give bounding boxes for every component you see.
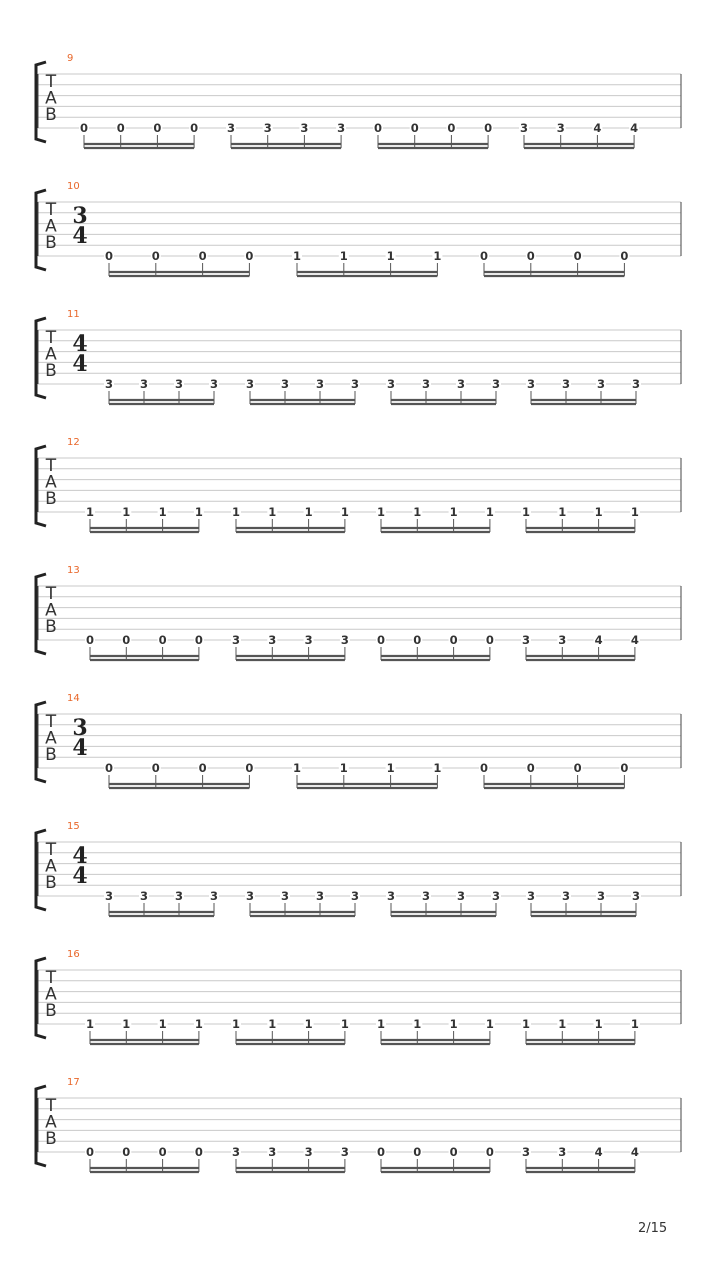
time-signature-top: 3 [72, 715, 88, 741]
fret-number: 0 [198, 761, 207, 775]
time-signature-top: 3 [72, 203, 88, 229]
tab-clef-letter: T [45, 200, 57, 220]
fret-number: 3 [315, 889, 325, 903]
fret-number: 0 [104, 761, 114, 775]
fret-number: 1 [231, 505, 241, 519]
tab-clef-letter: A [45, 216, 57, 237]
fret-number: 0 [190, 121, 199, 135]
measure-number: 12 [67, 437, 80, 448]
measure-number: 16 [67, 949, 80, 960]
fret-number: 1 [413, 505, 422, 519]
fret-number: 1 [304, 1017, 313, 1031]
tab-clef-letter: T [45, 968, 57, 988]
tab-system [36, 949, 681, 1044]
fret-number: 0 [122, 633, 131, 647]
fret-number: 3 [104, 377, 114, 391]
fret-number: 3 [280, 377, 290, 391]
fret-number: 4 [630, 121, 639, 135]
fret-number: 0 [194, 633, 203, 647]
fret-number: 3 [268, 1145, 277, 1159]
fret-number: 3 [337, 121, 346, 135]
fret-number: 0 [485, 1145, 494, 1159]
fret-number: 3 [263, 121, 272, 135]
fret-number: 0 [151, 761, 160, 775]
fret-number: 1 [340, 505, 349, 519]
fret-number: 4 [593, 121, 602, 135]
fret-number: 0 [526, 249, 535, 263]
fret-number: 3 [340, 633, 349, 647]
fret-number: 1 [85, 1017, 95, 1031]
fret-number: 0 [479, 761, 489, 775]
tab-clef-letter: A [45, 728, 57, 749]
tab-clef-letter: T [45, 1096, 57, 1116]
fret-number: 0 [526, 761, 535, 775]
fret-number: 1 [594, 1017, 603, 1031]
tab-clef-letter: T [45, 712, 57, 732]
fret-number: 0 [194, 1145, 203, 1159]
tab-clef-letter: B [45, 233, 57, 253]
fret-number: 0 [376, 633, 386, 647]
fret-number: 3 [350, 377, 360, 391]
measure-number: 14 [67, 693, 80, 704]
fret-number: 3 [421, 889, 431, 903]
fret-number: 0 [116, 121, 125, 135]
measure-number: 10 [67, 181, 80, 192]
fret-number: 3 [280, 889, 290, 903]
fret-number: 1 [433, 761, 442, 775]
fret-number: 3 [596, 377, 606, 391]
fret-number: 3 [245, 377, 255, 391]
fret-number: 1 [521, 505, 531, 519]
fret-number: 0 [104, 249, 114, 263]
tab-clef-letter: A [45, 600, 57, 621]
fret-number: 3 [315, 377, 325, 391]
fret-number: 1 [339, 249, 348, 263]
fret-number: 1 [268, 1017, 277, 1031]
fret-number: 3 [104, 889, 114, 903]
fret-number: 0 [447, 121, 456, 135]
fret-number: 3 [245, 889, 255, 903]
tab-clef-letter: B [45, 617, 57, 637]
fret-number: 1 [158, 505, 167, 519]
tab-clef-letter: T [45, 584, 57, 604]
fret-number: 0 [410, 121, 419, 135]
fret-number: 1 [449, 505, 458, 519]
fret-number: 3 [491, 377, 501, 391]
fret-number: 0 [245, 761, 254, 775]
tab-clef-letter: A [45, 984, 57, 1005]
tab-clef-letter: T [45, 72, 57, 92]
fret-number: 3 [268, 633, 277, 647]
fret-number: 0 [413, 1145, 422, 1159]
fret-number: 0 [376, 1145, 386, 1159]
tab-clef-letter: A [45, 88, 57, 109]
tab-clef-letter: B [45, 1129, 57, 1149]
fret-number: 0 [485, 633, 494, 647]
fret-number: 0 [573, 761, 582, 775]
tab-clef-letter: B [45, 489, 57, 509]
fret-number: 3 [421, 377, 431, 391]
fret-number: 3 [174, 889, 184, 903]
page-number: 2/15 [638, 1221, 668, 1236]
fret-number: 3 [304, 633, 313, 647]
fret-number: 1 [386, 249, 395, 263]
tab-clef-letter: A [45, 472, 57, 493]
tab-clef-letter: B [45, 361, 57, 381]
fret-number: 3 [350, 889, 360, 903]
fret-number: 3 [304, 1145, 313, 1159]
fret-number: 1 [194, 1017, 203, 1031]
tab-system [36, 309, 681, 404]
fret-number: 0 [413, 633, 422, 647]
fret-number: 1 [304, 505, 313, 519]
fret-number: 1 [521, 1017, 531, 1031]
fret-number: 0 [373, 121, 383, 135]
fret-number: 1 [413, 1017, 422, 1031]
tab-system [36, 53, 681, 148]
fret-number: 3 [456, 889, 466, 903]
fret-number: 1 [558, 1017, 567, 1031]
fret-number: 3 [456, 377, 466, 391]
fret-number: 3 [596, 889, 606, 903]
fret-number: 0 [573, 249, 582, 263]
time-signature-bottom: 4 [72, 223, 88, 249]
fret-number: 1 [292, 761, 302, 775]
fret-number: 3 [631, 377, 641, 391]
fret-number: 1 [630, 1017, 639, 1031]
fret-number: 3 [174, 377, 184, 391]
tab-system [36, 693, 681, 788]
fret-number: 3 [209, 889, 219, 903]
fret-number: 0 [245, 249, 254, 263]
fret-number: 1 [122, 1017, 131, 1031]
fret-number: 0 [158, 633, 167, 647]
fret-number: 1 [85, 505, 95, 519]
tab-system [36, 1077, 681, 1172]
tab-system [36, 821, 681, 916]
fret-number: 1 [194, 505, 203, 519]
fret-number: 0 [158, 1145, 167, 1159]
fret-number: 1 [485, 505, 494, 519]
measure-number: 15 [67, 821, 80, 832]
tab-clef-letter: A [45, 856, 57, 877]
fret-number: 3 [386, 889, 396, 903]
fret-number: 1 [433, 249, 442, 263]
measure-number: 13 [67, 565, 80, 576]
fret-number: 1 [449, 1017, 458, 1031]
tab-clef-letter: B [45, 1001, 57, 1021]
fret-number: 1 [231, 1017, 241, 1031]
fret-number: 3 [209, 377, 219, 391]
fret-number: 1 [122, 505, 131, 519]
tab-clef-letter: T [45, 840, 57, 860]
fret-number: 3 [139, 889, 149, 903]
fret-number: 0 [151, 249, 160, 263]
tab-system [36, 181, 681, 276]
fret-number: 0 [85, 1145, 95, 1159]
tab-clef-letter: A [45, 344, 57, 365]
fret-number: 0 [449, 633, 458, 647]
time-signature-bottom: 4 [72, 863, 88, 889]
fret-number: 3 [526, 377, 536, 391]
fret-number: 0 [620, 249, 629, 263]
fret-number: 3 [631, 889, 641, 903]
tab-clef-letter: B [45, 873, 57, 893]
tab-clef-letter: A [45, 1112, 57, 1133]
time-signature-bottom: 4 [72, 735, 88, 761]
fret-number: 1 [376, 1017, 386, 1031]
fret-number: 1 [485, 1017, 494, 1031]
fret-number: 3 [386, 377, 396, 391]
fret-number: 3 [139, 377, 149, 391]
fret-number: 0 [122, 1145, 131, 1159]
fret-number: 4 [594, 1145, 603, 1159]
fret-number: 3 [526, 889, 536, 903]
fret-number: 3 [491, 889, 501, 903]
fret-number: 1 [268, 505, 277, 519]
measure-number: 9 [67, 53, 74, 64]
fret-number: 3 [340, 1145, 349, 1159]
fret-number: 0 [449, 1145, 458, 1159]
fret-number: 1 [158, 1017, 167, 1031]
fret-number: 3 [300, 121, 309, 135]
fret-number: 3 [521, 1145, 531, 1159]
time-signature-top: 4 [72, 843, 88, 869]
fret-number: 1 [386, 761, 395, 775]
fret-number: 3 [556, 121, 565, 135]
fret-number: 1 [292, 249, 302, 263]
tab-clef-letter: T [45, 456, 57, 476]
fret-number: 4 [630, 633, 639, 647]
fret-number: 1 [340, 1017, 349, 1031]
measure-number: 17 [67, 1077, 80, 1088]
fret-number: 0 [484, 121, 493, 135]
measure-number: 11 [67, 309, 80, 320]
time-signature-top: 4 [72, 331, 88, 357]
fret-number: 0 [620, 761, 629, 775]
fret-number: 1 [594, 505, 603, 519]
tab-system [36, 565, 681, 660]
fret-number: 3 [561, 889, 571, 903]
tab-clef-letter: B [45, 105, 57, 125]
fret-number: 0 [153, 121, 162, 135]
tab-system [36, 437, 681, 532]
fret-number: 0 [85, 633, 95, 647]
fret-number: 1 [376, 505, 386, 519]
fret-number: 1 [630, 505, 639, 519]
fret-number: 3 [561, 377, 571, 391]
tab-clef-letter: T [45, 328, 57, 348]
fret-number: 0 [198, 249, 207, 263]
tab-clef-letter: B [45, 745, 57, 765]
fret-number: 0 [79, 121, 89, 135]
fret-number: 3 [558, 1145, 567, 1159]
fret-number: 3 [519, 121, 529, 135]
fret-number: 3 [558, 633, 567, 647]
fret-number: 4 [630, 1145, 639, 1159]
time-signature-bottom: 4 [72, 351, 88, 377]
fret-number: 1 [339, 761, 348, 775]
fret-number: 3 [226, 121, 236, 135]
fret-number: 4 [594, 633, 603, 647]
fret-number: 1 [558, 505, 567, 519]
fret-number: 3 [521, 633, 531, 647]
fret-number: 0 [479, 249, 489, 263]
fret-number: 3 [231, 633, 241, 647]
fret-number: 3 [231, 1145, 241, 1159]
